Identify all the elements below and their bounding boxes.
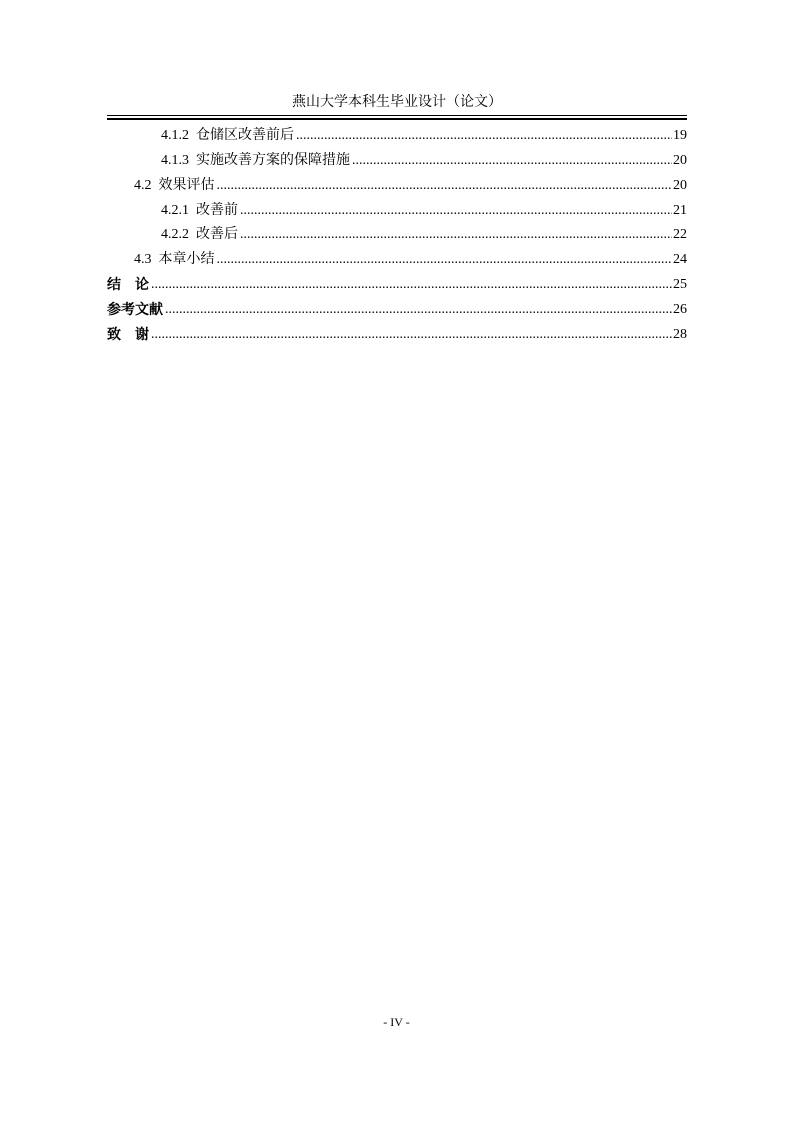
toc-entry-number: 4.2.1	[161, 202, 189, 218]
toc-entry-page: 19	[673, 127, 687, 143]
toc-entry-title: 实施改善方案的保障措施	[196, 152, 350, 168]
toc-entry-number: 4.1.2	[161, 127, 189, 143]
toc-entry[interactable]	[107, 170, 687, 195]
toc-entry[interactable]	[107, 244, 687, 269]
toc-entry-page: 20	[673, 177, 687, 193]
toc-entry-title: 本章小结	[158, 252, 215, 268]
toc-entry-acknowledgements[interactable]	[107, 319, 687, 344]
toc-entry-page: 28	[673, 327, 687, 343]
toc-entry-conclusion[interactable]	[107, 269, 687, 294]
dot-leader	[296, 127, 672, 145]
table-of-contents	[107, 120, 687, 344]
toc-entry-references[interactable]	[107, 294, 687, 319]
toc-entry-page: 25	[673, 277, 687, 293]
running-header: 燕山大学本科生毕业设计（论文）	[292, 95, 502, 110]
toc-entry-title: 效果评估	[158, 177, 215, 193]
toc-entry-title: 致 谢	[107, 327, 149, 344]
toc-entry-number: 4.2.2	[161, 227, 189, 243]
page-number: - IV -	[383, 1015, 410, 1029]
dot-leader	[217, 251, 673, 269]
dot-leader	[240, 226, 672, 244]
toc-entry-title: 结 论	[107, 277, 149, 294]
dot-leader	[217, 177, 673, 195]
toc-entry[interactable]	[107, 145, 687, 170]
toc-entry-title: 参考文献	[107, 302, 163, 319]
dot-leader	[240, 202, 672, 220]
toc-entry-page: 20	[673, 152, 687, 168]
toc-entry-title: 改善后	[196, 227, 238, 243]
toc-entry-number: 4.2	[134, 177, 152, 193]
toc-entry-page: 26	[673, 302, 687, 318]
dot-leader	[165, 301, 672, 319]
toc-entry-number: 4.3	[134, 252, 152, 268]
toc-entry-title: 改善前	[196, 202, 238, 218]
dot-leader	[151, 276, 672, 294]
toc-entry-title: 仓储区改善前后	[196, 127, 294, 143]
toc-entry[interactable]	[107, 120, 687, 145]
header-rule-thin	[107, 115, 687, 116]
dot-leader	[352, 152, 672, 170]
toc-entry[interactable]	[107, 195, 687, 220]
toc-entry-number: 4.1.3	[161, 152, 189, 168]
toc-entry-page: 21	[673, 202, 687, 218]
toc-entry-page: 24	[673, 252, 687, 268]
toc-entry[interactable]	[107, 220, 687, 245]
toc-entry-page: 22	[673, 227, 687, 243]
dot-leader	[151, 326, 672, 344]
